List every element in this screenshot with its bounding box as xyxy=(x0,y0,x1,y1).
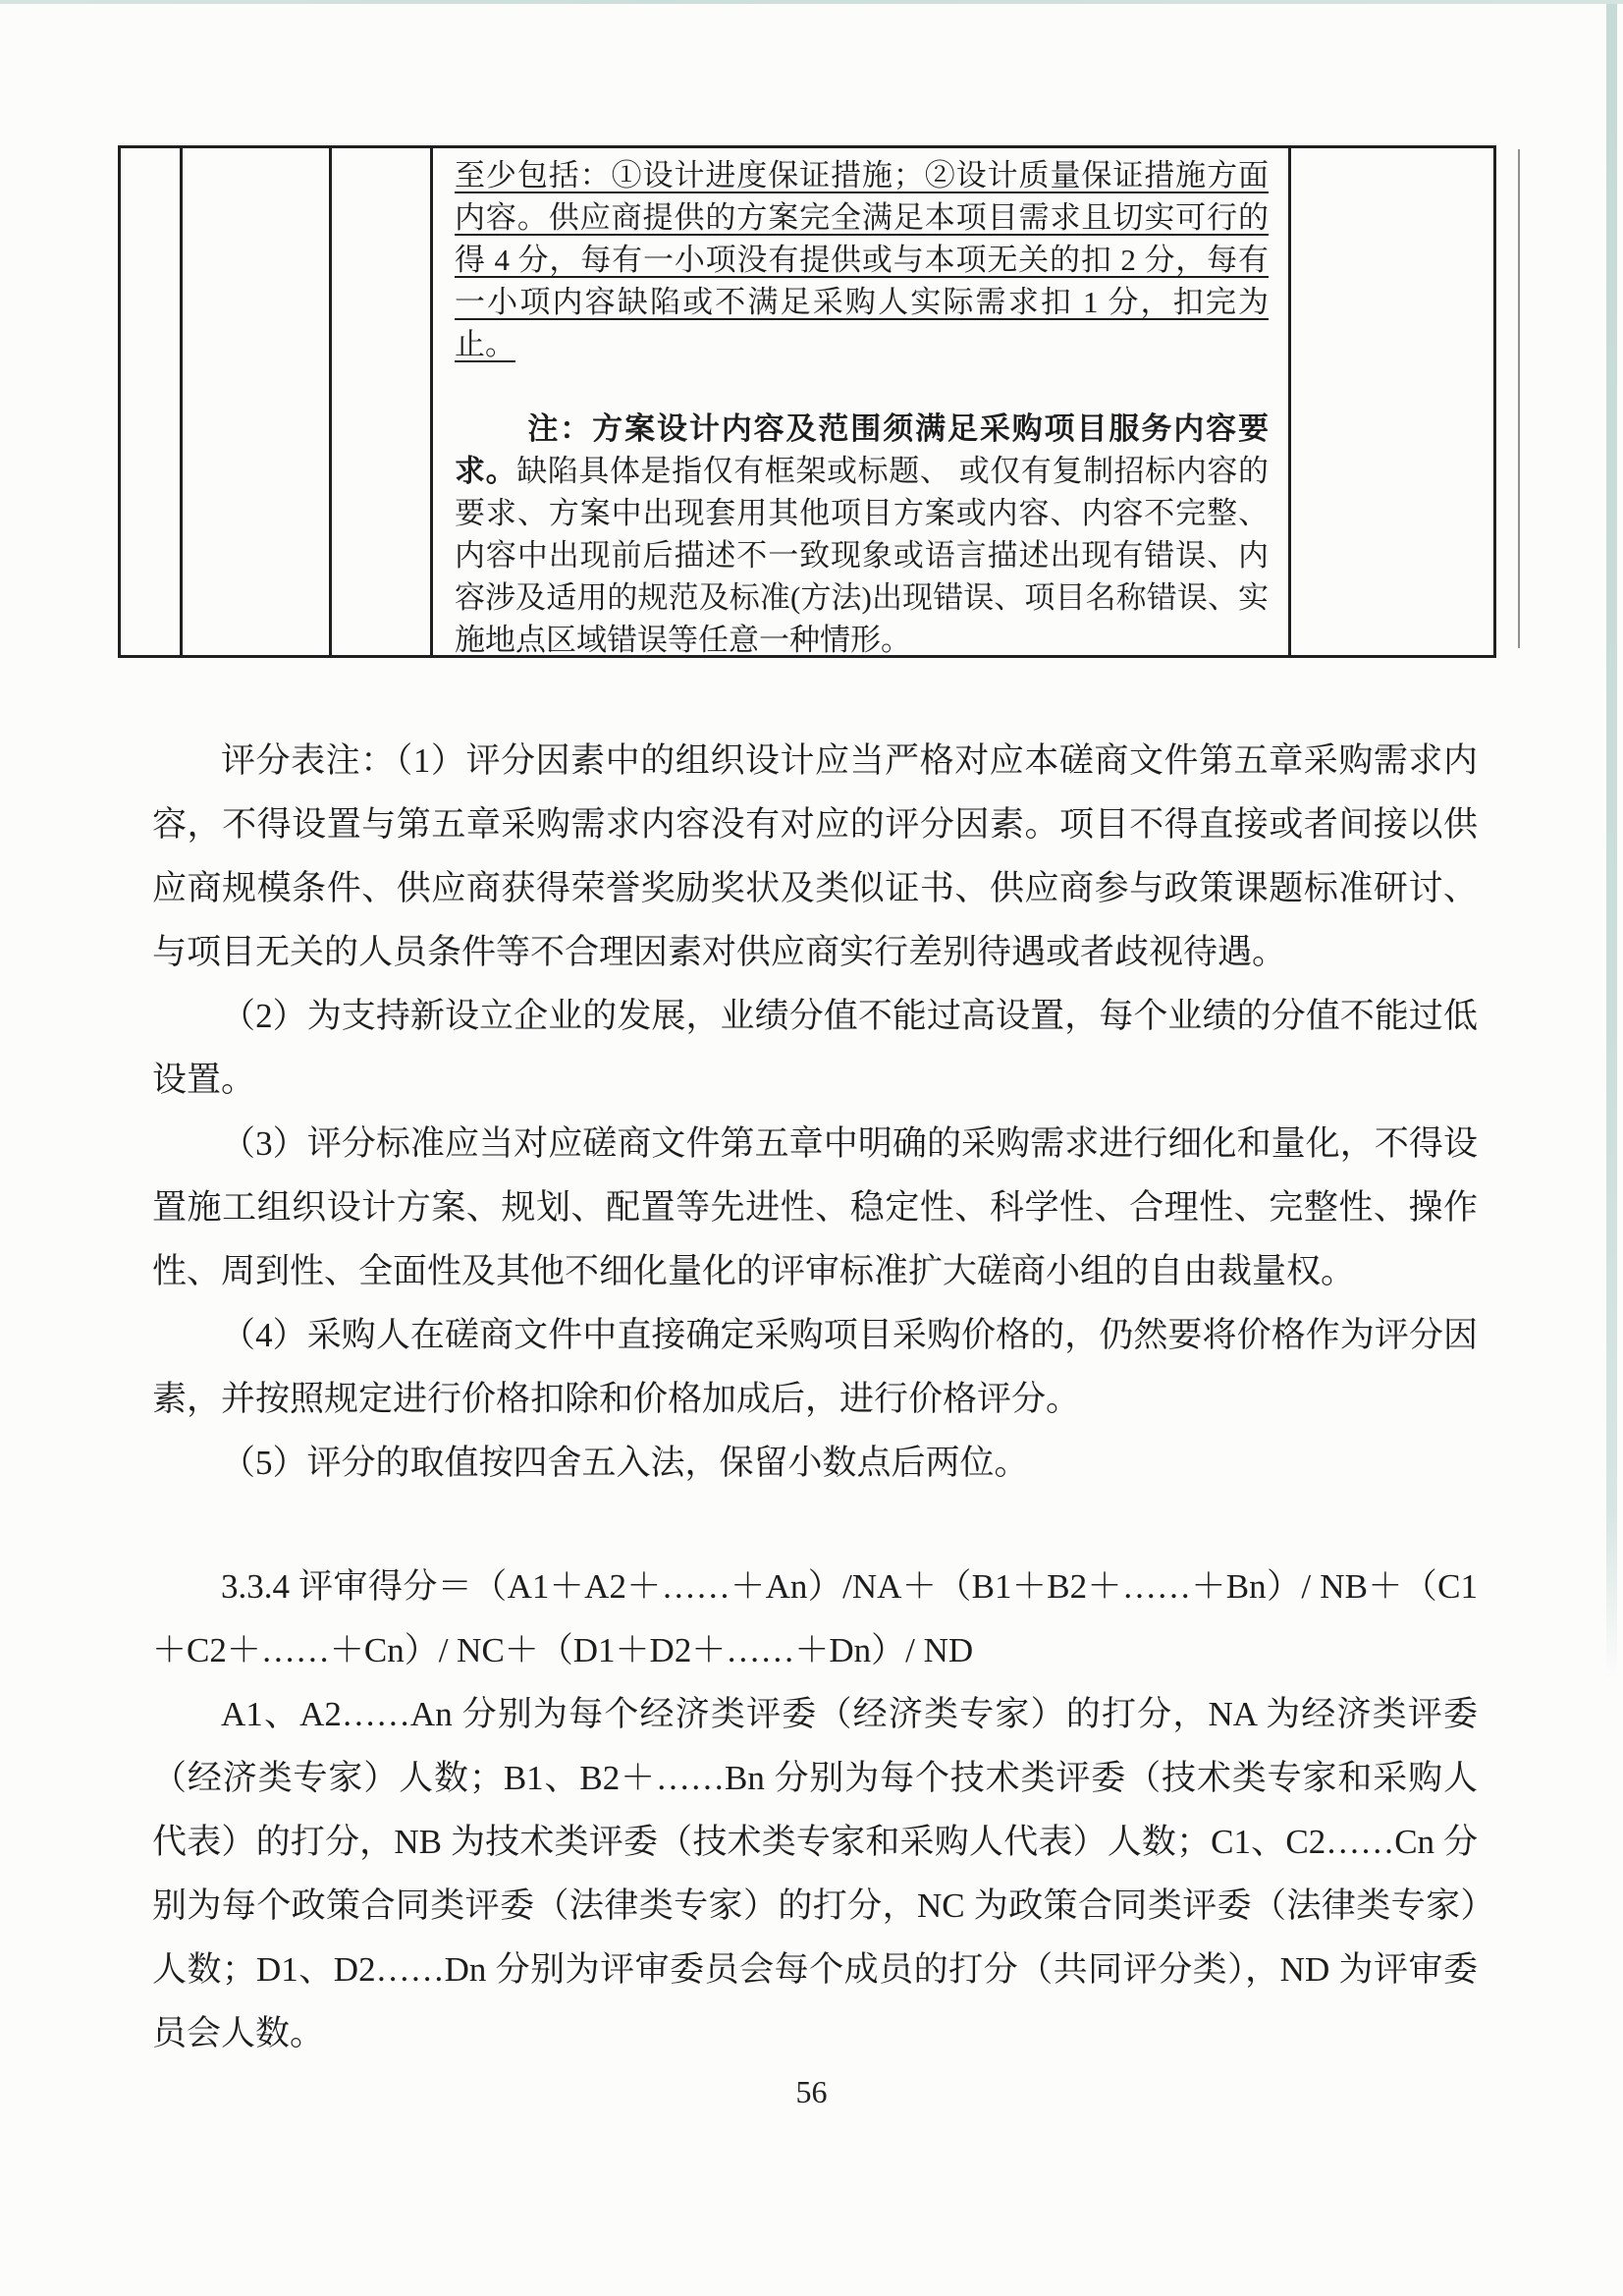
table-cell-empty-1 xyxy=(121,148,183,655)
note-paragraph-3: （3）评分标准应当对应磋商文件第五章中明确的采购需求进行细化和量化，不得设置施工组织设计方案、规划、配置等先进性、稳定性、科学性、合理性、完整性、操作性、周到性、全面性及其他不细化量化的评审标准扩大磋商小组的自由裁量权。 xyxy=(152,1124,1478,1290)
note-paragraph-2: （2）为支持新设立企业的发展，业绩分值不能过高设置，每个业绩的分值不能过低设置。 xyxy=(152,997,1478,1099)
table-cell-empty-2 xyxy=(183,148,332,655)
table-cell-criteria-text xyxy=(433,148,1291,655)
formula-explanation: A1、A2……An 分别为每个经济类评委（经济类专家）的打分，NA 为经济类评委（经济类专家）人数；B1、B2＋……Bn 分别为每个技术类评委（技术类专家和采购人代表）的打分，NB 为技术类评委（技术类专家和采购人代表）人数；C1、C2……Cn 分别为每个政策合同类评委（法律类专家）的打分，NC 为政策合同类评委（法律类专家）人数；D1、D2……Dn 分别为评审委员会每个成员的打分（共同评分类），ND 为评审委员会人数。 xyxy=(152,1695,1478,2052)
scan-artifact-right-strip xyxy=(1606,4,1617,1679)
criteria-underlined-text: 至少包括：①设计进度保证措施；②设计质量保证措施方面内容。供应商提供的方案完全满足本项目需求且切实可行的得 4 分，每有一小项没有提供或与本项无关的扣 2 分，每有一小项内容缺陷或不满足采购人实际需求扣 1 分，扣完为止。 xyxy=(455,158,1269,361)
scoring-table-notes xyxy=(152,729,1478,1495)
note-paragraph-5: （5）评分的取值按四舍五入法，保留小数点后两位。 xyxy=(221,1444,1029,1482)
criteria-note-bold: 注：方案设计内容及范围须满足采购项目服务内容要求。 xyxy=(455,411,1269,488)
scan-artifact-top-line xyxy=(0,0,1623,4)
table-cell-empty-5 xyxy=(1291,148,1493,655)
review-score-formula-section xyxy=(152,1555,1478,2065)
criteria-note-rest: 缺陷具体是指仅有框架或标题、 或仅有复制招标内容的要求、方案中出现套用其他项目方案或内容、内容不完整、内容中出现前后描述不一致现象或语言描述出现有错误、内容涉及适用的规范及标准(方法)出现错误、项目名称错误、实施地点区域错误等任意一种情形。 xyxy=(455,454,1270,657)
note-paragraph-4: （4）采购人在磋商文件中直接确定采购项目采购价格的，仍然要将价格作为评分因素，并按照规定进行价格扣除和价格加成后，进行价格评分。 xyxy=(152,1316,1478,1418)
criteria-underlined-paragraph xyxy=(455,154,1269,365)
criteria-note-paragraph xyxy=(455,408,1269,661)
scan-artifact-table-ghost-border xyxy=(1518,149,1520,648)
scoring-criteria-table xyxy=(118,145,1496,658)
note-paragraph-1: 评分表注：（1）评分因素中的组织设计应当严格对应本磋商文件第五章采购需求内容，不得设置与第五章采购需求内容没有对应的评分因素。项目不得直接或者间接以供应商规模条件、供应商获得荣誉奖励奖状及类似证书、供应商参与政策课题标准研讨、与项目无关的人员条件等不合理因素对供应商实行差别待遇或者歧视待遇。 xyxy=(152,741,1478,971)
page-number: 56 xyxy=(795,2074,828,2109)
table-cell-empty-3 xyxy=(332,148,433,655)
formula-equation: 3.3.4 评审得分＝（A1＋A2＋……＋An）/NA＋（B1＋B2＋……＋Bn）/ NB＋（C1＋C2＋……＋Cn）/ NC＋（D1＋D2＋……＋Dn）/ ND xyxy=(152,1567,1478,1669)
